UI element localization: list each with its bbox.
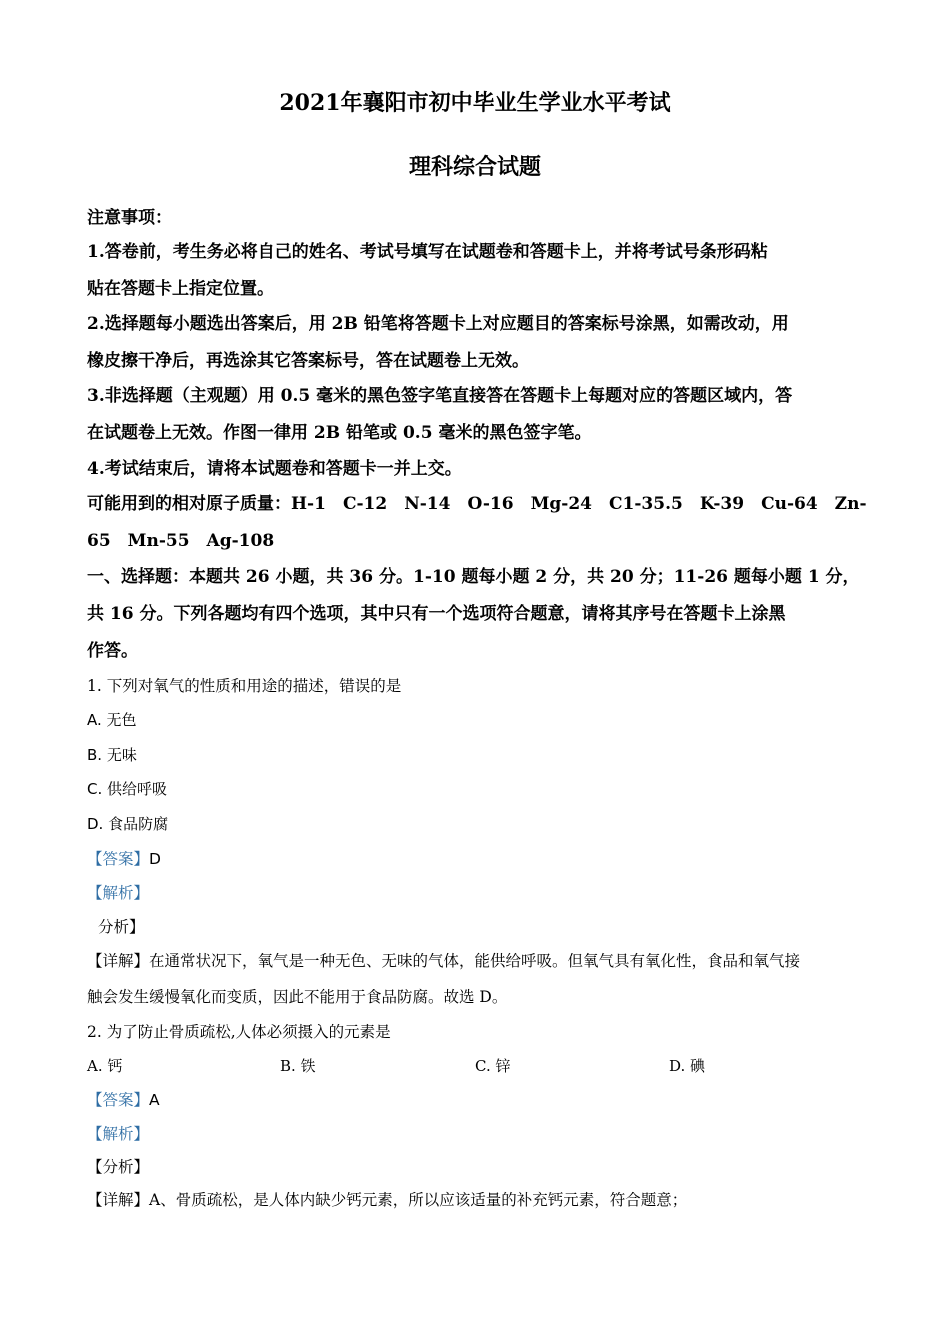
question-1-option-b: B. 无味 xyxy=(87,746,137,764)
atomic-masses-line: 65 Mn-55 Ag-108 xyxy=(87,531,275,551)
question-1-option-c: C. 供给呼吸 xyxy=(87,780,168,798)
question-2-analysis-label: 【解析】 xyxy=(87,1125,150,1143)
exam-subtitle: 理科综合试题 xyxy=(408,154,541,180)
exam-title: 2021年襄阳市初中毕业生学业水平考试 xyxy=(279,90,671,116)
notice-line: 橡皮擦干净后，再选涂其它答案标号，答在试题卷上无效。 xyxy=(87,351,529,371)
question-2-option-a: A. 钙 xyxy=(87,1057,123,1075)
question-1-analysis-sub: 分析】 xyxy=(98,918,145,936)
section-instructions: 一、选择题：本题共 26 小题，共 36 分。1-10 题每小题 2 分，共 20 分；11-26 题每小题 1 分， xyxy=(87,567,860,587)
notice-line: 1.答卷前，考生务必将自己的姓名、考试号填写在试题卷和答题卡上，并将考试号条形码粘 xyxy=(87,242,768,262)
section-instructions: 作答。 xyxy=(87,641,138,661)
question-1-detail: 【详解】在通常状况下，氧气是一种无色、无味的气体，能供给呼吸。但氧气具有氧化性，食品和氧气接 xyxy=(87,952,801,970)
question-2-answer xyxy=(87,1087,867,1113)
question-1-detail: 触会发生缓慢氧化而变质，因此不能用于食品防腐。故选 D。 xyxy=(87,988,508,1006)
notice-line: 在试题卷上无效。作图一律用 2B 铅笔或 0.5 毫米的黑色签字笔。 xyxy=(87,423,592,443)
answer-value: D xyxy=(149,850,161,868)
notice-line: 贴在答题卡上指定位置。 xyxy=(87,279,274,299)
answer-label: 【答案】 xyxy=(87,850,150,868)
question-1-analysis-label: 【解析】 xyxy=(87,884,150,902)
notice-line: 2.选择题每小题选出答案后，用 2B 铅笔将答题卡上对应题目的答案标号涂黑，如需改动，用 xyxy=(87,314,789,334)
atomic-masses-line: 可能用到的相对原子质量：H-1 C-12 N-14 O-16 Mg-24 C1-35.5 K-39 Cu-64 Zn- xyxy=(87,494,867,514)
question-2-option-d: D. 碘 xyxy=(669,1057,706,1075)
question-1-option-a: A. 无色 xyxy=(87,711,137,729)
answer-label: 【答案】 xyxy=(87,1091,150,1109)
notice-line: 3.非选择题（主观题）用 0.5 毫米的黑色签字笔直接答在答题卡上每题对应的答题区域内，答 xyxy=(87,386,793,406)
question-1-stem: 1. 下列对氧气的性质和用途的描述，错误的是 xyxy=(87,677,402,695)
notice-heading: 注意事项： xyxy=(87,208,172,228)
notice-line: 4.考试结束后，请将本试题卷和答题卡一并上交。 xyxy=(87,459,462,479)
answer-value: A xyxy=(149,1091,160,1109)
question-2-analysis-sub: 【分析】 xyxy=(87,1158,150,1176)
section-instructions: 共 16 分。下列各题均有四个选项，其中只有一个选项符合题意，请将其序号在答题卡上涂黑 xyxy=(87,604,786,624)
question-2-detail: 【详解】A、骨质疏松，是人体内缺少钙元素，所以应该适量的补充钙元素，符合题意； xyxy=(87,1191,688,1209)
question-1-answer xyxy=(87,846,867,872)
question-2-option-b: B. 铁 xyxy=(280,1057,316,1075)
question-2-stem: 2. 为了防止骨质疏松,人体必须摄入的元素是 xyxy=(87,1023,391,1041)
question-1-option-d: D. 食品防腐 xyxy=(87,815,169,833)
question-2-option-c: C. 锌 xyxy=(475,1057,511,1075)
